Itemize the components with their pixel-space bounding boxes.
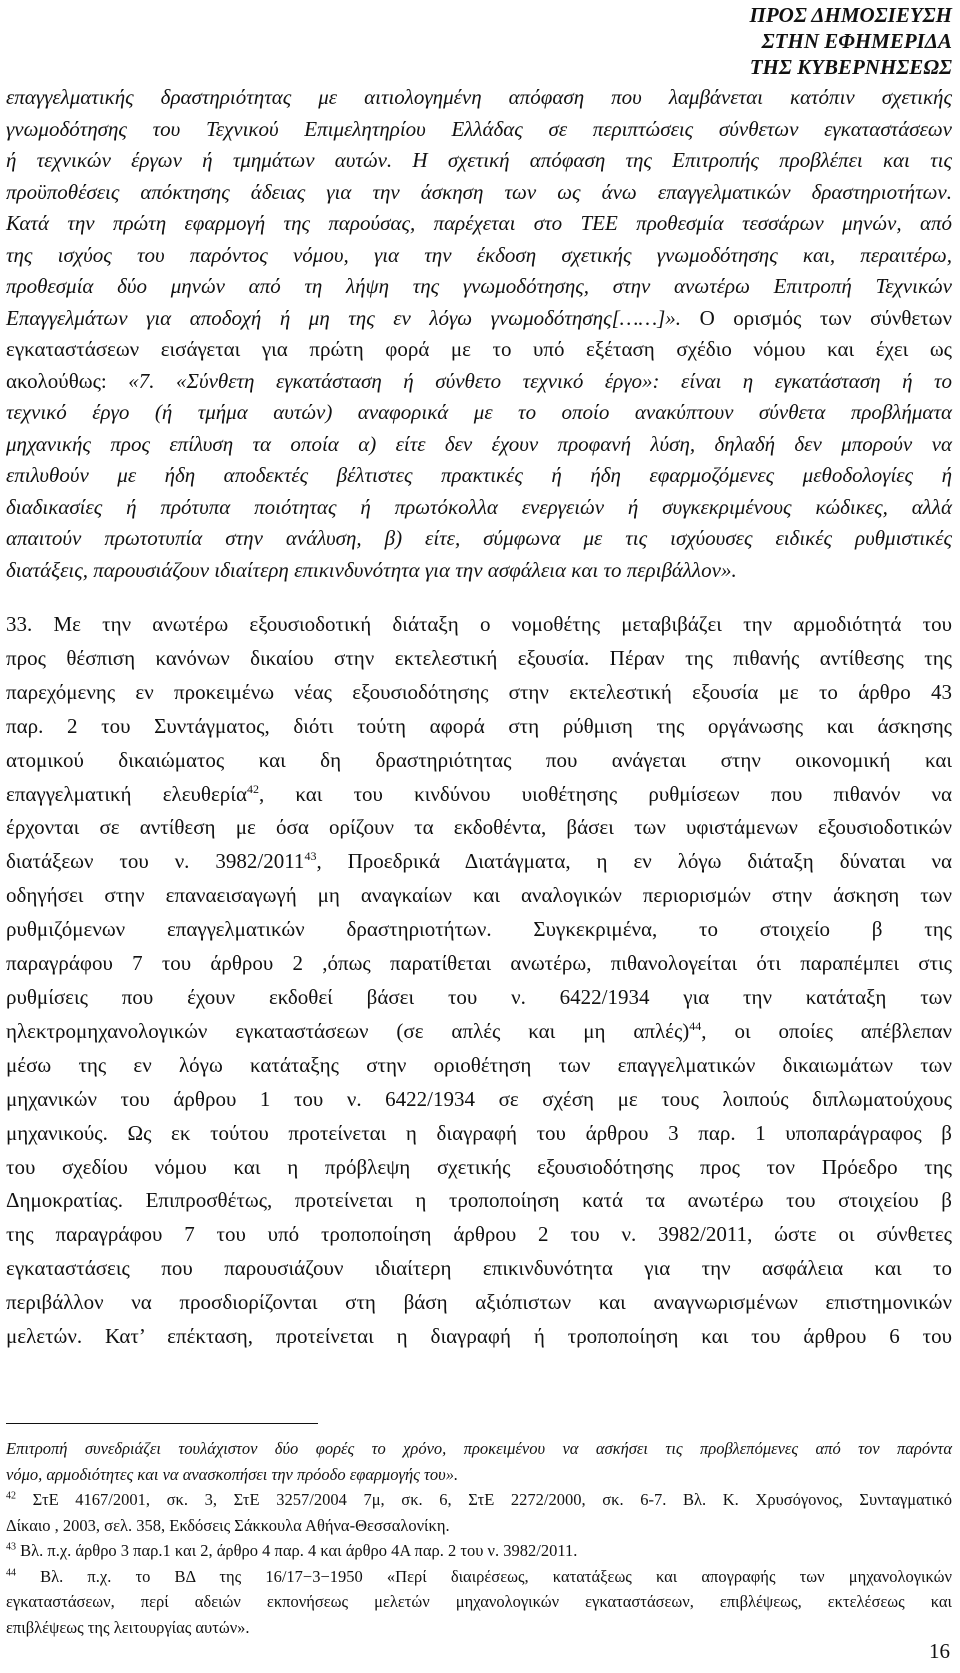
text-line: μέσω της εν λόγω κατάταξης στην οριοθέτηση των επαγγελματικών δικαιωμάτων των — [6, 1052, 952, 1077]
text-line: ρυθμιζόμενων επαγγελματικών δραστηριοτήτων. Συγκεκριμένα, το στοιχείο β της — [6, 917, 952, 942]
footnote-line: εγκαταστάσεων, περί αδειών εκπονήσεως μελετών μηχανολογικών εγκαταστάσεων, επιβλέψεως, εκτελέσεως και — [6, 1592, 952, 1611]
text-line: επαγγελματικής δραστηριότητας με αιτιολογημένη απόφαση που λαμβάνεται κατόπιν σχετικής — [6, 85, 952, 109]
text-line: προθεσμία δύο μηνών από τη λήψη της γνωμοδότησης, στην ανωτέρω Επιτροπή Τεχνικών — [6, 274, 952, 298]
publication-header — [750, 2, 952, 80]
footnote-continuation — [6, 1436, 952, 1487]
text-line: παρεχόμενης εν προκειμένω νέας εξουσιοδότησης στην εκτελεστική εξουσία με το άρθρο 43 — [6, 679, 952, 704]
text-line: παραγράφου 7 του άρθρου 2 ,όπως παρατίθεται ανωτέρω, πιθανολογείται ότι παραπέμπει στις — [6, 951, 952, 976]
footnote-line: νόμο, αρμοδιότητες και να ανασκοπήσει την πρόοδο εφαρμογής του». — [6, 1464, 459, 1484]
footnote-line — [6, 1538, 952, 1564]
footnote-number: 43 — [6, 1541, 16, 1553]
footnote-line: Δίκαιο , 2003, σελ. 358, Εκδόσεις Σάκκουλα Αθήνα-Θεσσαλονίκη. — [6, 1515, 450, 1535]
text-line: παρ. 2 του Συντάγματος, διότι τούτη αφορά στη ρύθμιση της οργάνωσης και άσκησης — [6, 713, 952, 738]
text-line — [6, 366, 952, 398]
text-line: έρχονται σε αντίθεση με όσα ορίζουν τα εκδοθέντα, βάσει των υφιστάμενων εξουσιοδοτικών — [6, 815, 952, 840]
footnote-line: Επιτροπή συνεδριάζει τουλάχιστον δύο φορές το χρόνο, προκειμένου να ασκήσει τις προβλεπόμενες από τον παρόντα — [6, 1439, 952, 1458]
footnote-line — [6, 1564, 952, 1590]
text-line: Κατά την πρώτη εφαρμογή της παρούσας, παρέχεται στο ΤΕΕ προθεσμία τεσσάρων μηνών, από — [6, 211, 952, 235]
footnote-number: 44 — [6, 1567, 16, 1578]
text-span-italic: Επαγγελμάτων για αποδοχή ή μη της εν λόγω γνωμοδότησης[……]». — [6, 305, 682, 330]
footnote-number: 42 — [6, 1490, 16, 1502]
text-line: τεχνικό έργο (ή τμήμα αυτών) αναφορικά με το οποίο ανακύπτουν σύνθετα προβλήματα — [6, 400, 952, 424]
document-body — [6, 82, 952, 1354]
text-line: μηχανικής προς επίλυση τα οποία α) είτε δεν έχουν προφανή λύση, δηλαδή δεν μπορούν να — [6, 431, 952, 456]
text-line: 33. Με την ανωτέρω εξουσιοδοτική διάταξη ο νομοθέτης μεταβιβάζει την αρμοδιότητά του — [6, 612, 952, 636]
text-span: διατάξεων του ν. 3982/2011 — [6, 849, 305, 874]
text-line: μελετών. Κατ’ επέκταση, προτείνεται η διαγραφή ή τροποποίηση και του άρθρου 6 του — [6, 1324, 952, 1349]
paragraph-quoted-provision — [6, 82, 952, 586]
text-line: οδηγήσει στην επαναεισαγωγή μη αναγκαίων και αναλογικών περιορισμών στην άσκηση των — [6, 883, 952, 908]
footnote-line: επιβλέψεως της λειτουργίας αυτών». — [6, 1617, 250, 1637]
page-number: 16 — [929, 1639, 950, 1663]
text-line: γνωμοδότησης του Τεχνικού Επιμελητηρίου Ελλάδας σε περιπτώσεις σύνθετων εγκαταστάσεων — [6, 116, 952, 141]
text-line: ατομικού δικαιώματος και δη δραστηριότητας που ανάγεται στην οικονομική και — [6, 747, 952, 772]
text-line: ή τεχνικών έργων ή τμημάτων αυτών. Η σχετική απόφαση της Επιτροπής προβλέπει και τις — [6, 148, 952, 172]
text-span-upright: Ο ορισμός των σύνθετων — [681, 305, 953, 330]
text-span: , οι οποίες απέβλεπαν — [701, 1018, 953, 1043]
footnote-ref-42[interactable]: 42 — [246, 781, 259, 796]
text-span: , και του κινδύνου υιοθέτησης ρυθμίσεων που πιθανόν να — [258, 781, 952, 806]
text-span-upright: ακολούθως: — [6, 368, 129, 393]
text-line: προς θέσπιση κανόνων δικαίου στην εκτελεστική εξουσία. Πέραν της πιθανής αντίθεσης της — [6, 645, 952, 670]
text-line — [6, 303, 952, 335]
text-span: , Προεδρικά Διατάγματα, η εν λόγω διάταξη δύναται να — [316, 849, 953, 874]
footnote-separator — [6, 1423, 318, 1424]
footnote-text: ΣτΕ 4167/2001, σκ. 3, ΣτΕ 3257/2004 7μ, σκ. 6, ΣτΕ 2272/2000, σκ. 6-7. Βλ. Κ. Χρυσόγονος, Συνταγματικό — [16, 1490, 952, 1509]
footnote-ref-44[interactable]: 44 — [689, 1018, 702, 1033]
footnote-43 — [6, 1538, 952, 1564]
text-line — [6, 845, 952, 879]
text-line: διαδικασίες ή πρότυπα ποιότητας ή πρωτόκολλα ενεργειών ή συγκεκριμένους κώδικες, αλλά — [6, 494, 952, 519]
text-line: επιλυθούν με ήδη αποδεκτές βέλτιστες πρακτικές ή ήδη εφαρμοζόμενες μεθοδολογίες ή — [6, 463, 952, 487]
text-line — [6, 778, 952, 812]
text-line: περιβάλλον να προσδιορίζονται στη βάση αξιόπιστων και αναγνωρισμένων επιστημονικών — [6, 1290, 952, 1315]
text-span: επαγγελματική ελευθερία — [6, 781, 247, 806]
header-line-2: ΣΤΗΝ ΕΦΗΜΕΡΙΔΑ — [761, 29, 952, 53]
text-line: εγκαταστάσεων εισάγεται για πρώτη φορά με το υπό εξέταση σχέδιο νόμου και έχει ως — [6, 337, 952, 361]
footnote-text: Βλ. π.χ. το ΒΔ της 16/17−3−1950 «Περί διαιρέσεως, κατατάξεως και απογραφής των μηχανολογικών — [16, 1566, 952, 1586]
text-span-italic: «7. «Σύνθετη εγκατάσταση ή σύνθετο τεχνικό έργο»: είναι η εγκατάσταση ή το — [128, 368, 952, 393]
footnote-ref-43[interactable]: 43 — [304, 849, 317, 864]
footnote-42 — [6, 1487, 952, 1538]
footnote-44 — [6, 1564, 952, 1641]
text-span: ηλεκτρομηχανολογικών εγκαταστάσεων (σε απλές και μη απλές) — [6, 1018, 690, 1043]
text-line: διατάξεις, παρουσιάζουν ιδιαίτερη επικινδυνότητα για την ασφάλεια και το περιβάλλον». — [6, 557, 737, 582]
footnote-line — [6, 1487, 952, 1513]
header-line-3: ΤΗΣ ΚΥΒΕΡΝΗΣΕΩΣ — [749, 55, 952, 79]
text-line: μηχανικούς. Ως εκ τούτου προτείνεται η διαγραφή του άρθρου 3 παρ. 1 υποπαράγραφος β — [6, 1120, 952, 1145]
text-line: απαιτούν πρωτοτυπία στην ανάλυση, β) είτε, σύμφωνα με τις ισχύουσες ειδικές ρυθμιστικές — [6, 526, 952, 550]
text-line: εγκαταστάσεις που παρουσιάζουν ιδιαίτερη επικινδυνότητα για την ασφάλεια και το — [6, 1256, 952, 1281]
text-line: προϋποθέσεις απόκτησης άδειας για την άσκηση των ως άνω επαγγελματικών δραστηριοτήτων. — [6, 179, 952, 204]
text-line: ρυθμίσεις που έχουν εκδοθεί βάσει του ν. 6422/1934 για την κατάταξη των — [6, 984, 952, 1009]
text-line: της παραγράφου 7 του υπό τροποποίηση άρθρου 2 του ν. 3982/2011, ώστε οι σύνθετες — [6, 1222, 952, 1247]
text-line: του σχεδίου νόμου και η πρόβλεψη σχετικής εξουσιοδότησης προς τον Πρόεδρο της — [6, 1154, 952, 1179]
text-line: της ισχύος του παρόντος νόμου, για την έκδοση σχετικής γνωμοδότησης και, περαιτέρω, — [6, 242, 952, 267]
text-line — [6, 1015, 952, 1049]
text-line: Δημοκρατίας. Επιπροσθέτως, προτείνεται η τροποποίηση κατά τα ανωτέρω του στοιχείου β — [6, 1188, 952, 1213]
header-line-1: ΠΡΟΣ ΔΗΜΟΣΙΕΥΣΗ — [749, 3, 952, 27]
footnote-text: Βλ. π.χ. άρθρο 3 παρ.1 και 2, άρθρο 4 παρ. 4 και άρθρο 4Α παρ. 2 του ν. 3982/2011. — [16, 1541, 578, 1560]
text-line: μηχανικών του άρθρου 1 του ν. 6422/1934 σε σχέση με τους λοιπούς διπλωματούχους — [6, 1086, 952, 1111]
paragraph-33 — [6, 608, 952, 1354]
footnotes — [6, 1436, 952, 1640]
